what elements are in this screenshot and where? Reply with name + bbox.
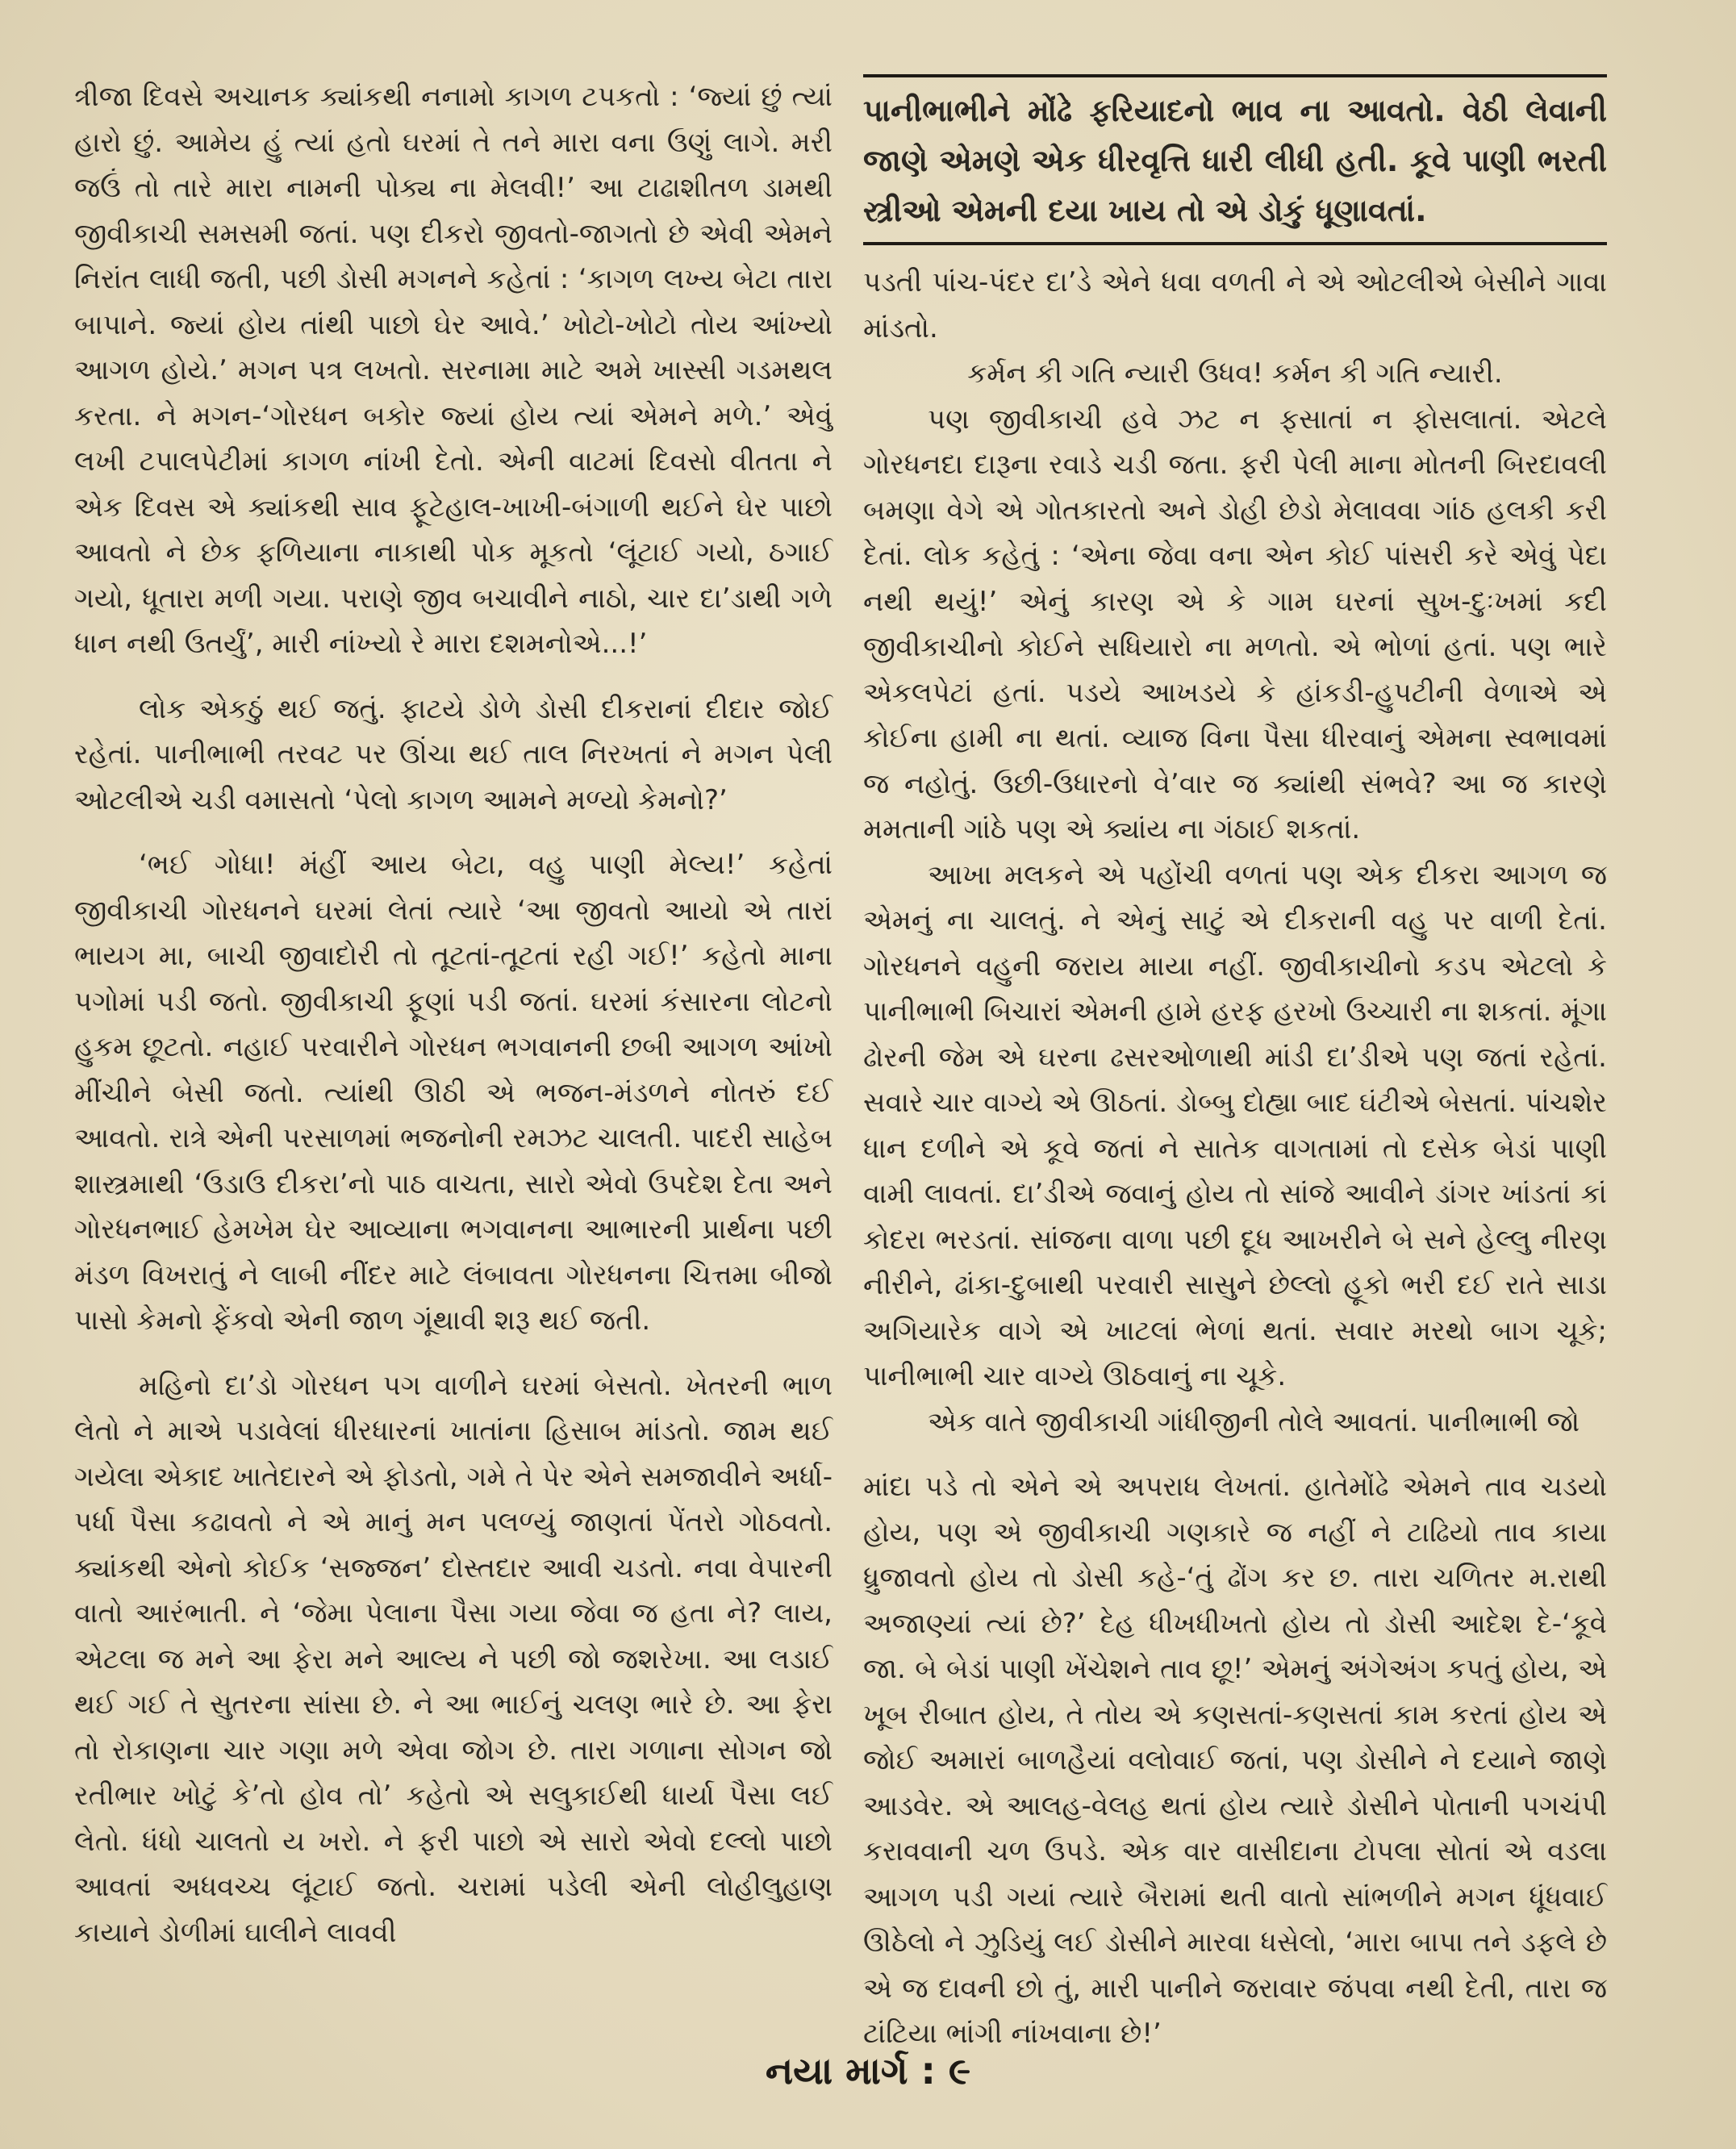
right-paragraph-4: એક વાતે જીવીકાચી ગાંધીજીની તોલે આવતાં. પાનીભાભી જો — [928, 1405, 1580, 1438]
left-paragraph-3: ‘ભઈ ગોધા! મંહીં આય બેટા, વહુ પાણી મેલ્ય!’ કહેતાં જીવીકાચી ગોરધનને ઘરમાં લેતાં ત્યારે ‘આ જીવતો આયો એ તારાં ભાયગ મા, બાચી જીવાદોરી તો તૂટતાં-તૂટતાં રહી ગઈ!’ કહેતો માના પગોમાં પડી જતો. જીવીકાચી ફૂણાં પડી જતાં. ઘરમાં કંસારના લોટનો હુકમ છૂટતો. નહાઈ પરવારીને ગોરધન ભગવાનની છબી આગળ આંખો મીંચીને બેસી જતો. ત્યાંથી ઊઠી એ ભજન-મંડળને નોતરું દઈ આવતો. રાત્રે એની પરસાળમાં ભજનોની રમઝટ ચાલતી. પાદરી સાહેબ શાસ્ત્રમાથી ‘ઉડાઉ દીકરા’નો પાઠ વાચતા, સારો એવો ઉપદેશ દેતા અને ગોરધનભાઈ હેમખેમ ઘેર આવ્યાના ભગવાનના આભારની પ્રાર્થના પછી મંડળ વિખરાતું ને લાબી નીંદર માટે લંબાવતા ગોરધનના ચિત્તમા બીજો પાસો કેમનો ફેંકવો એની જાળ ગૂંથાવી શરૂ થઈ જતી. — [74, 849, 833, 1337]
boxed-intro: પાનીભાભીને મોંઢે ફરિયાદનો ભાવ ના આવતો. વેઠી લેવાની જાણે એમણે એક ધીરવૃત્તિ ધારી લીધી હતી. કૂવે પાણી ભરતી સ્ત્રીઓ એમની દયા ખાય તો એ ડોકું ધૂણાવતાં. — [863, 74, 1607, 245]
right-paragraph-2: પણ જીવીકાચી હવે ઝટ ન ફસાતાં ન ફોસલાતાં. એટલે ગોરધનદા દારૂના રવાડે ચડી જતા. ફરી પેલી માના મોતની બિરદાવલી બમણા વેગે એ ગોતકારતો અને ડોહી છેડો મેલાવવા ગાંઠ હલકી કરી દેતાં. લોક કહેતું : ‘એના જેવા વના એન કોઈ પાંસરી કરે એવું પેદા નથી થયું!’ એનું કારણ એ કે ગામ ઘરનાં સુખ-દુઃખમાં કદી જીવીકાચીનો કોઈને સધિયારો ના મળતો. એ ભોળાં હતાં. પણ ભારે એકલપેટાં હતાં. પડયે આખડયે કે હાંકડી-હુપટીની વેળાએ એ કોઈના હામી ના થતાં. વ્યાજ વિના પૈસા ધીરવાનું એમના સ્વભાવમાં જ નહોતું. ઉછી-ઉધારનો વે’વાર જ ક્યાંથી સંભવે? આ જ કારણે મમતાની ગાંઠે પણ એ ક્યાંય ના ગંઠાઈ શકતાં. — [863, 403, 1607, 845]
left-paragraph-1: ત્રીજા દિવસે અચાનક ક્યાંકથી નનામો કાગળ ટપકતો : ‘જ્યાં છું ત્યાં હારો છું. આમેય હું ત્યાં હતો ઘરમાં તે તને મારા વના ઉણું લાગે. મરી જઉં તો તારે મારા નામની પોક્ય ના મેલવી!’ આ ટાઢાશીતળ ડામથી જીવીકાચી સમસમી જતાં. પણ દીકરો જીવતો-જાગતો છે એવી એમને નિરાંત લાધી જતી, પછી ડોસી મગનને કહેતાં : ‘કાગળ લખ્ય બેટા તારા બાપાને. જ્યાં હોય તાંથી પાછો ઘેર આવે.’ ખોટો-ખોટો તોય આંખ્યો આગળ હોયે.’ મગન પત્ર લખતો. સરનામા માટે અમે ખાસ્સી ગડમથલ કરતા. ને મગન-‘ગોરધન બકોર જ્યાં હોય ત્યાં એમને મળે.’ એવું લખી ટપાલપેટીમાં કાગળ નાંખી દેતો. એની વાટમાં દિવસો વીતતા ને એક દિવસ એ ક્યાંકથી સાવ ફૂટેહાલ-ખાખી-બંગાળી થઈને ઘેર પાછો આવતો ને છેક ફળિયાના નાકાથી પોક મૂકતો ‘લૂંટાઈ ગયો, ઠગાઈ ગયો, ધૂતારા મળી ગયા. પરાણે જીવ બચાવીને નાઠો, ચાર દા’ડાથી ગળે ધાન નથી ઉતર્યું’, મારી નાંખ્યો રે મારા દશમનોએ...!’ — [74, 81, 833, 660]
left-paragraph-2: લોક એકઠું થઈ જતું. ફાટયે ડોળે ડોસી દીકરાનાં દીદાર જોઈ રહેતાં. પાનીભાભી તરવટ પર ઊંચા થઈ તાલ નિરખતાં ને મગન પેલી ઓટલીએ ચડી વમાસતો ‘પેલો કાગળ આમને મળ્યો કેમનો?’ — [74, 692, 833, 816]
left-paragraph-4: મહિનો દા’ડો ગોરધન પગ વાળીને ઘરમાં બેસતો. ખેતરની ભાળ લેતો ને માએ પડાવેલાં ધીરધારનાં ખાતાંના હિસાબ માંડતો. જામ થઈ ગયેલા એકાદ ખાતેદારને એ ફોડતો, ગમે તે પેર એને સમજાવીને અર્ધા-પર્ધા પૈસા કઢાવતો ને એ માનું મન પલળ્યું જાણતાં પેંતરો ગોઠવતો. ક્યાંકથી એનો કોઈક ‘સજ્જન’ દોસ્તદાર આવી ચડતો. નવા વેપારની વાતો આરંભાતી. ને ‘જેમા પેલાના પૈસા ગયા જેવા જ હતા ને? લાય, એટલા જ મને આ ફેરા મને આલ્ય ને પછી જો જશરેખા. આ લડાઈ થઈ ગઈ તે સુતરના સાંસા છે. ને આ ભાઈનું ચલણ ભારે છે. આ ફેરા તો રોકાણના ચાર ગણા મળે એવા જોગ છે. તારા ગળાના સોગન જો રતીભાર ખોટું કે’તો હોવ તો’ કહેતો એ સલુકાઈથી ધાર્યા પૈસા લઈ લેતો. ધંધો ચાલતો ય ખરો. ને ફરી પાછો એ સારો એવો દલ્લો પાછો આવતાં અધવચ્ચ લૂંટાઈ જતો. ચરામાં પડેલી એની લોહીલુહાણ કાયાને ડોળીમાં ઘાલીને લાવવી — [74, 1369, 833, 1949]
right-paragraph-1: પડતી પાંચ-પંદર દા’ડે એને ધવા વળતી ને એ ઓટલીએ બેસીને ગાવા માંડતો. — [863, 266, 1607, 344]
right-paragraph-5: માંદા પડે તો એને એ અપરાધ લેખતાં. હાતેમોંઢે એમને તાવ ચડયો હોય, પણ એ જીવીકાચી ગણકારે જ નહીં ને ટાઢિયો તાવ કાયા ધ્રુજાવતો હોય તો ડોસી કહે-‘તું ઢોંગ કર છ. તારા ચળિતર મ.રાથી અજાણ્યાં ત્યાં છે?’ દેહ ધીખધીખતો હોય તો ડોસી આદેશ દે-‘કૂવે જા. બે બેડાં પાણી ખેંચેશને તાવ છૂ!’ એમનું અંગેઅંગ કપતું હોય, એ ખૂબ રીબાત હોય, તે તોય એ કણસતાં-કણસતાં કામ કરતાં હોય એ જોઈ અમારાં બાળહૈયાં વલોવાઈ જતાં, પણ ડોસીને ને દયાને જાણે આડવેર. એ આલહ-વેલહ થતાં હોય ત્યારે ડોસીને પોતાની પગચંપી કરાવવાની ચળ ઉપડે. એક વાર વાસીદાના ટોપલા સોતાં એ વડલા આગળ પડી ગયાં ત્યારે બૈરામાં થતી વાતો સાંભળીને મગન ધૂંધવાઈ ઊઠેલો ને ઝુડિયું લઈ ડોસીને મારવા ધસેલો, ‘મારા બાપા તને ડફલે છે એ જ દાવની છો તું, મારી પાનીને જરાવાર જંપવા નથી દેતી, તારા જ ટાંટિયા ભાંગી નાંખવાના છે!’ — [863, 1471, 1607, 2050]
song-line: કર્મન કી ગતિ ન્યારી ઉધવ! કર્મન કી ગતિ ન્યારી. — [967, 357, 1503, 390]
left-column — [74, 74, 833, 1955]
page-footer: નયા માર્ગ : ૯ — [765, 2049, 971, 2093]
right-column — [863, 74, 1607, 2057]
right-paragraph-3: આખા મલકને એ પહોંચી વળતાં પણ એક દીકરા આગળ જ એમનું ના ચાલતું. ને એનું સાટું એ દીકરાની વહુ પર વાળી દેતાં. ગોરધનને વહુની જરાય માયા નહીં. જીવીકાચીનો કડપ એટલો કે પાનીભાભી બિચારાં એમની હામે હરફ હરખો ઉચ્ચારી ના શકતાં. મૂંગા ઢોરની જેમ એ ઘરના ઢસરઓળાથી માંડી દા’ડીએ પણ જતાં રહેતાં. સવારે ચાર વાગ્યે એ ઊઠતાં. ડોબ્બુ દોહ્યા બાદ ઘંટીએ બેસતાં. પાંચશેર ધાન દળીને એ કૂવે જતાં ને સાતેક વાગતામાં તો દસેક બેડાં પાણી વામી લાવતાં. દા’ડીએ જવાનું હોય તો સાંજે આવીને ડાંગર ખાંડતાં કાં કોદરા ભરડતાં. સાંજના વાળા પછી દૂધ આખરીને બે સને હેલ્લુ નીરણ નીરીને, ઢાંકા-દુબાથી પરવારી સાસુને છેલ્લો હૂકો ભરી દઈ રાતે સાડા અગિયારેક વાગે એ ખાટલાં ભેળાં થતાં. સવાર મરથો બાગ ચૂકે; પાનીભાભી ચાર વાગ્યે ઊઠવાનું ના ચૂકે. — [863, 858, 1607, 1392]
